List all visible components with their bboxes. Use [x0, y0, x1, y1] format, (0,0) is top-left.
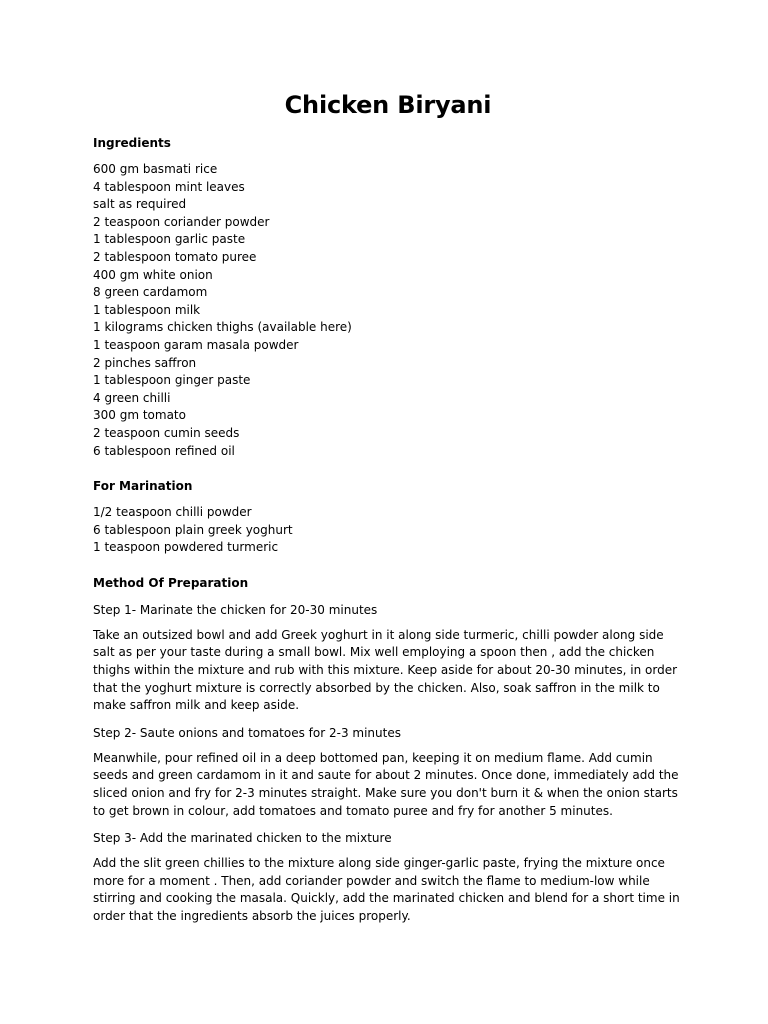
- marination-item: 1 teaspoon powdered turmeric: [93, 540, 279, 555]
- page-title: Chicken Biryani: [284, 91, 492, 119]
- step-3-title: Step 3- Add the marinated chicken to the mixture: [93, 831, 392, 846]
- ingredient-item: 300 gm tomato: [93, 408, 186, 423]
- ingredient-item: 4 tablespoon mint leaves: [93, 179, 245, 194]
- step-1-text: Take an outsized bowl and add Greek yoghurt in it along side turmeric, chilli powder along side salt as per your taste during a small bowl. Mix well employing a spoon then , add the chicken thighs within the mixture and rub with this mixture. Keep aside for about 20-30 minutes, in order that the yoghurt mixture is correctly absorbed by the chicken. Also, soak saffron in the milk to make saffron milk and keep aside.: [93, 627, 678, 713]
- ingredient-item: 1 teaspoon garam masala powder: [93, 337, 299, 352]
- marination-item: 1/2 teaspoon chilli powder: [93, 505, 252, 520]
- marination-heading: For Marination: [93, 479, 193, 494]
- ingredient-item: 6 tablespoon refined oil: [93, 443, 235, 458]
- recipe-page: [93, 88, 683, 935]
- ingredient-item: 1 tablespoon ginger paste: [93, 373, 251, 388]
- step-3-text: Add the slit green chillies to the mixture along side ginger-garlic paste, frying the mixture once more for a moment . Then, add coriander powder and switch the flame to medium-low while stirring and cooking the masala. Quickly, add the marinated chicken and blend for a short time in order that the ingredients absorb the juices properly.: [93, 856, 680, 923]
- ingredient-item: salt as required: [93, 197, 187, 212]
- ingredient-item: 1 tablespoon garlic paste: [93, 232, 246, 247]
- ingredients-list: [93, 161, 683, 460]
- ingredient-item: 2 teaspoon cumin seeds: [93, 425, 240, 440]
- ingredient-item: 600 gm basmati rice: [93, 162, 218, 176]
- ingredient-item: 400 gm white onion: [93, 267, 213, 282]
- marination-item: 6 tablespoon plain greek yoghurt: [93, 522, 293, 537]
- ingredient-item: 1 kilograms chicken thighs (available here): [93, 320, 352, 335]
- method-heading: Method Of Preparation: [93, 575, 249, 590]
- ingredient-item: 1 tablespoon milk: [93, 302, 201, 317]
- ingredient-item: 2 pinches saffron: [93, 355, 197, 370]
- step-2-text: Meanwhile, pour refined oil in a deep bottomed pan, keeping it on medium flame. Add cumin seeds and green cardamom in it and saute for about 2 minutes. Once done, immediately add the sliced onion and fry for 2-3 minutes straight. Make sure you don't burn it & when the onion starts to get brown in colour, add tomatoes and tomato puree and fry for another 5 minutes.: [93, 750, 679, 818]
- ingredient-item: 2 teaspoon coriander powder: [93, 214, 270, 229]
- ingredients-heading: Ingredients: [93, 136, 171, 150]
- step-1-title: Step 1- Marinate the chicken for 20-30 minutes: [93, 602, 378, 617]
- ingredient-item: 2 tablespoon tomato puree: [93, 249, 257, 264]
- marination-list: [93, 504, 683, 557]
- ingredient-item: 8 green cardamom: [93, 285, 208, 300]
- ingredient-item: 4 green chilli: [93, 390, 171, 405]
- step-2-title: Step 2- Saute onions and tomatoes for 2-3 minutes: [93, 725, 401, 740]
